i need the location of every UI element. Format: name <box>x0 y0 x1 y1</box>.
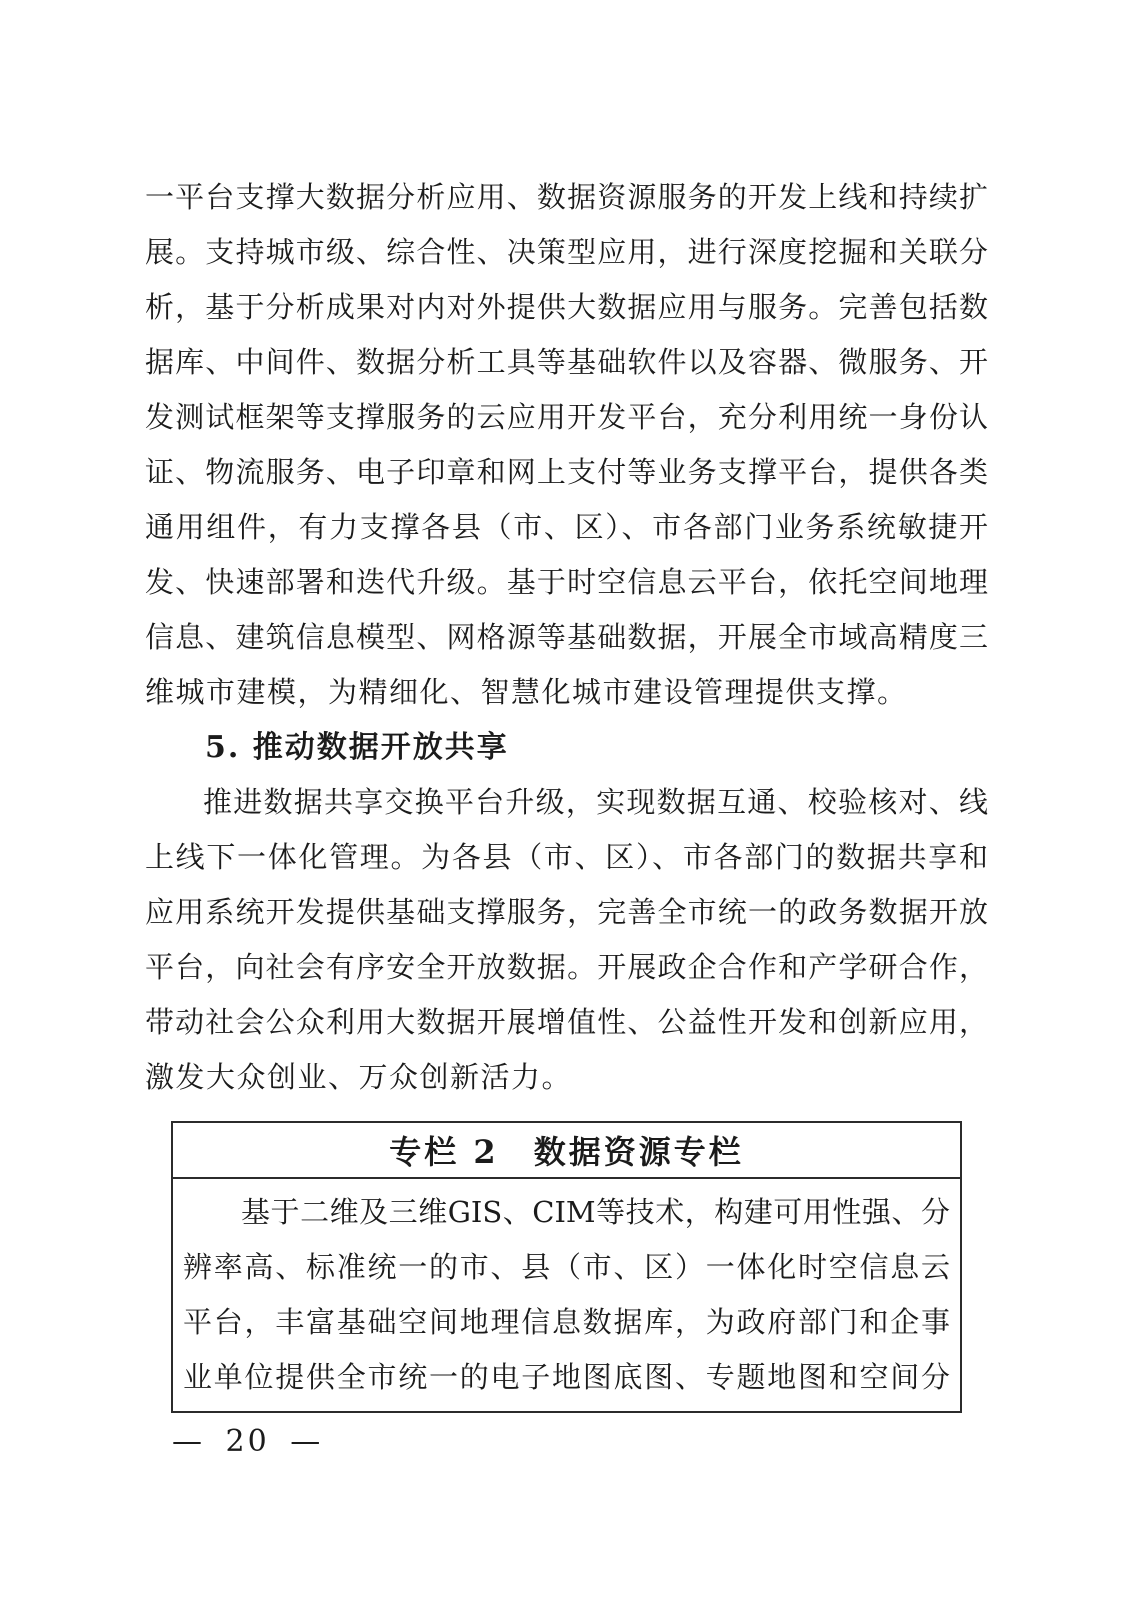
paragraph-2-line: 上线下一体化管理。为各县（市、区）、市各部门的数据共享和 <box>145 840 988 874</box>
page-footer <box>172 1424 323 1459</box>
page-body <box>145 170 988 1413</box>
paragraph-1-line: 展。支持城市级、综合性、决策型应用，进行深度挖掘和关联分 <box>145 235 988 269</box>
paragraph-2-line: 推进数据共享交换平台升级，实现数据互通、校验核对、线 <box>203 785 988 819</box>
paragraph-1-line: 据库、中间件、数据分析工具等基础软件以及容器、微服务、开 <box>145 345 988 379</box>
section-5-heading: 5. 推动数据开放共享 <box>205 730 509 765</box>
page-number: — 20 — <box>172 1424 324 1459</box>
paragraph-2-line: 带动社会公众利用大数据开展增值性、公益性开发和创新应用， <box>145 1005 988 1039</box>
callout-box-body <box>173 1179 960 1411</box>
paragraph-1-line: 证、物流服务、电子印章和网上支付等业务支撑平台，提供各类 <box>145 455 988 489</box>
callout-box-line: 业单位提供全市统一的电子地图底图、专题地图和空间分 <box>183 1360 950 1394</box>
callout-box-line: 平台，丰富基础空间地理信息数据库，为政府部门和企事 <box>183 1305 950 1339</box>
callout-box-line: 基于二维及三维GIS、CIM等技术，构建可用性强、分 <box>241 1195 950 1229</box>
paragraph-1-line: 信息、建筑信息模型、网格源等基础数据，开展全市域高精度三 <box>145 620 988 654</box>
paragraph-1-line: 维城市建模，为精细化、智慧化城市建设管理提供支撑。 <box>145 675 908 709</box>
paragraph-2-line: 平台，向社会有序安全开放数据。开展政企合作和产学研合作， <box>145 950 988 984</box>
paragraph-1-line: 发测试框架等支撑服务的云应用开发平台，充分利用统一身份认 <box>145 400 988 434</box>
paragraph-1-line: 一平台支撑大数据分析应用、数据资源服务的开发上线和持续扩 <box>145 180 988 214</box>
callout-box-line: 辨率高、标准统一的市、县（市、区）一体化时空信息云 <box>183 1250 950 1284</box>
paragraph-1-line: 发、快速部署和迭代升级。基于时空信息云平台，依托空间地理 <box>145 565 988 599</box>
paragraph-1-line: 析，基于分析成果对内对外提供大数据应用与服务。完善包括数 <box>145 290 988 324</box>
callout-box-header <box>173 1123 960 1179</box>
callout-box <box>171 1121 962 1413</box>
paragraph-1-line: 通用组件，有力支撑各县（市、区）、市各部门业务系统敏捷开 <box>145 510 988 544</box>
paragraph-2-line: 激发大众创业、万众创新活力。 <box>145 1060 573 1094</box>
paragraph-2-line: 应用系统开发提供基础支撑服务，完善全市统一的政务数据开放 <box>145 895 988 929</box>
callout-box-title: 专栏 2 数据资源专栏 <box>389 1133 744 1171</box>
